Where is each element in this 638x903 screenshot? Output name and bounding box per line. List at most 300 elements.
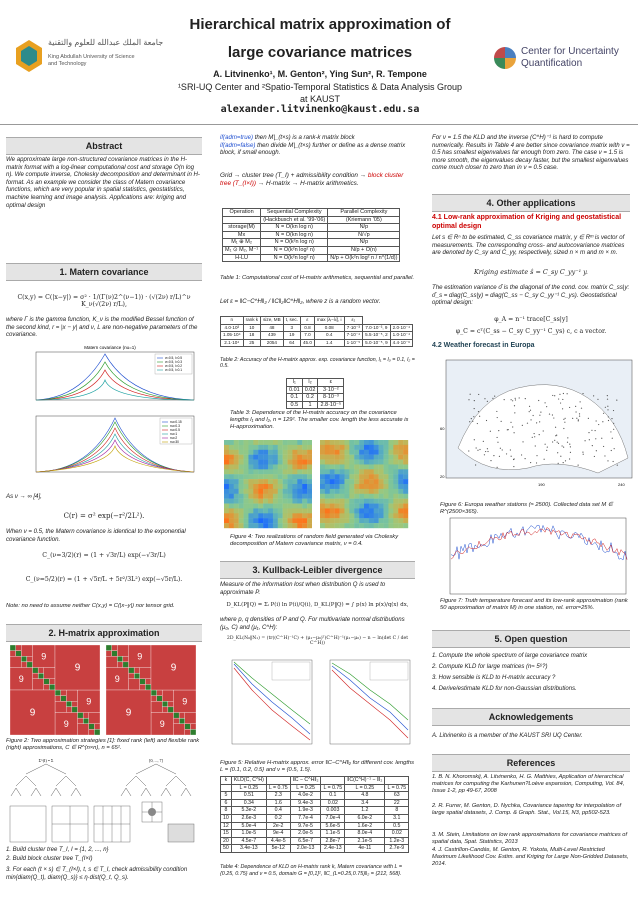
station-dot (569, 407, 570, 408)
field-cell (234, 494, 239, 499)
field-cell (369, 499, 374, 504)
table-cell: 0.5 (287, 401, 303, 409)
table-cell: 7.7e-4 (290, 814, 321, 822)
field-cell (244, 464, 249, 469)
station-dot (584, 440, 585, 441)
field-cell (239, 494, 244, 499)
station-dot (588, 432, 589, 433)
field-cell (320, 494, 325, 499)
station-dot (510, 422, 511, 423)
field-cell (278, 523, 283, 528)
matern-plot-1 (20, 340, 200, 410)
field-cell (263, 484, 268, 489)
header-divider (0, 124, 638, 125)
table-cell: L = 0.25 (345, 784, 385, 792)
field-cell (320, 464, 325, 469)
field-cell (302, 499, 307, 504)
field-cell (384, 523, 389, 528)
field-cell (364, 484, 369, 489)
field-cell (263, 518, 268, 523)
field-cell (244, 513, 249, 518)
station-dot (492, 398, 493, 399)
field-cell (239, 479, 244, 484)
field-cell (369, 455, 374, 460)
station-dot (616, 400, 617, 401)
field-cell (297, 518, 302, 523)
field-cell (253, 445, 258, 450)
field-cell (398, 484, 403, 489)
station-dot (614, 448, 615, 449)
field-cell (325, 445, 330, 450)
field-cell (307, 499, 312, 504)
field-cell (374, 440, 379, 445)
adm-true-text: then M|_(t×s) is a rank-k matrix block (253, 134, 355, 141)
field-cell (393, 499, 398, 504)
field-cell (224, 484, 229, 489)
field-cell (354, 513, 359, 518)
field-cell (302, 464, 307, 469)
field-cell (374, 450, 379, 455)
field-cell (229, 445, 234, 450)
table-cell: 9.4e-3 (290, 799, 321, 807)
field-cell (369, 460, 374, 465)
field-cell (393, 508, 398, 513)
table-cell: 2.6e-3 (231, 814, 266, 822)
field-cell (320, 499, 325, 504)
station-dot (546, 450, 547, 451)
table-cell: M₁ ⊙ M₂, M⁻¹ (223, 246, 261, 254)
poster-email[interactable]: alexander.litvinenko@kaust.edu.sa (220, 104, 420, 115)
field-cell (283, 494, 288, 499)
field-cell (253, 489, 258, 494)
field-cell (283, 484, 288, 489)
field-cell (393, 489, 398, 494)
low-rank-block (162, 690, 173, 701)
field-cell (374, 479, 379, 484)
field-cell (297, 474, 302, 479)
table-cell: 48 (261, 324, 284, 332)
field-cell (273, 523, 278, 528)
table-cell: 1.0e-5 (231, 830, 266, 838)
field-cell (379, 513, 384, 518)
field-cell (283, 479, 288, 484)
temperature-forecast-plot (446, 516, 630, 596)
field-cell (253, 513, 258, 518)
field-cell (229, 499, 234, 504)
field-cell (283, 513, 288, 518)
station-dot (617, 465, 618, 466)
dense-block (190, 729, 196, 735)
field-cell (263, 445, 268, 450)
station-dot (607, 460, 608, 461)
field-cell (307, 469, 312, 474)
field-cell (278, 489, 283, 494)
table-cell: 0.003 (321, 807, 345, 815)
station-dot (583, 454, 584, 455)
table-cell: 1.9e-3 (290, 807, 321, 815)
dense-block (129, 668, 135, 674)
field-cell (354, 464, 359, 469)
field-cell (374, 469, 379, 474)
field-cell (349, 518, 354, 523)
table-cell: 2.1e-5 (345, 837, 385, 845)
dense-block (72, 707, 78, 713)
table-cell: 2.1·10⁴ (221, 339, 244, 347)
field-cell (325, 523, 330, 528)
station-dot (605, 407, 606, 408)
field-cell (393, 460, 398, 465)
field-cell (388, 479, 393, 484)
station-dot (579, 416, 580, 417)
low-rank-block (151, 701, 162, 712)
station-dot (496, 411, 497, 412)
dense-block (38, 673, 44, 679)
field-cell (379, 518, 384, 523)
field-cell (330, 440, 335, 445)
station-dot (552, 395, 553, 396)
station-dot (589, 439, 590, 440)
field-cell (384, 508, 389, 513)
field-cell (349, 494, 354, 499)
table-cell: N/p (328, 239, 400, 247)
field-cell (369, 445, 374, 450)
field-cell (263, 508, 268, 513)
field-cell (307, 484, 312, 489)
field-cell (302, 460, 307, 465)
field-cell (340, 513, 345, 518)
station-dot (534, 436, 535, 437)
legend-label: σ=0.5, l=0.3 (165, 360, 183, 365)
kl-intro: Measure of the information lost when distribution Q is used to approximate P. (220, 581, 386, 596)
rank-label: 9 (182, 696, 188, 707)
field-cell (283, 455, 288, 460)
low-rank-block (106, 656, 117, 667)
low-rank-block (16, 645, 22, 651)
field-cell (278, 513, 283, 518)
table-cell: 4e-11 (345, 845, 385, 853)
table-cell: l₁ (287, 379, 303, 387)
field-cell (224, 489, 229, 494)
field-cell (302, 513, 307, 518)
field-cell (292, 460, 297, 465)
field-cell (244, 455, 249, 460)
low-rank-block (44, 668, 55, 679)
field-cell (364, 464, 369, 469)
field-cell (325, 489, 330, 494)
workflow-text (220, 172, 415, 188)
field-cell (239, 464, 244, 469)
field-cell (258, 484, 263, 489)
field-cell (344, 469, 349, 474)
field-cell (379, 445, 384, 450)
field-cell (273, 445, 278, 450)
station-dot (558, 443, 559, 444)
cluster-tree-figure (6, 756, 202, 800)
field-cell (258, 479, 263, 484)
table-row (221, 777, 409, 785)
field-cell (278, 464, 283, 469)
field-cell (354, 484, 359, 489)
field-cell (244, 469, 249, 474)
field-cell (307, 513, 312, 518)
field-cell (398, 508, 403, 513)
station-dot (610, 431, 611, 432)
matern-plot-2 (20, 412, 200, 482)
field-cell (253, 504, 258, 509)
table-cell: L = 0.25 (231, 784, 266, 792)
low-rank-block (21, 662, 27, 668)
field-cell (335, 479, 340, 484)
field-cell (248, 445, 253, 450)
field-cell (335, 508, 340, 513)
station-dot (552, 441, 553, 442)
field-cell (359, 523, 364, 528)
field-cell (374, 489, 379, 494)
field-cell (302, 450, 307, 455)
low-rank-block (78, 718, 84, 724)
table-cell: 1.2e-3 (385, 837, 409, 845)
field-cell (393, 513, 398, 518)
field-cell (273, 484, 278, 489)
field-cell (258, 455, 263, 460)
station-dot (570, 446, 571, 447)
field-cell (379, 474, 384, 479)
section-ack: Acknowledgements (432, 708, 630, 726)
field-cell (253, 494, 258, 499)
field-cell (379, 464, 384, 469)
field-cell (278, 469, 283, 474)
field-cell (234, 440, 239, 445)
station-dot (540, 412, 541, 413)
sri-uq-text-2: Quantification (521, 58, 583, 69)
matern-equation: C(x,y) = C(|x−y|) = σ² · 1/(Γ(ν)2^(ν−1)) · (√(2ν) r/L)^ν K_ν(√(2ν) r/L), (17, 294, 191, 308)
field-cell (292, 518, 297, 523)
field-cell (278, 508, 283, 513)
field-cell (292, 484, 297, 489)
hmatrix-step-3: 3. For each (t × s) ∈ T_(I×I), t, s ∈ T_I, check admissibility condition min{diam(Q_t), diam(Q_s)} ≤ η·dist(Q_t, Q_s). (6, 867, 188, 881)
field-cell (354, 489, 359, 494)
station-dot (582, 393, 583, 394)
field-cell (330, 494, 335, 499)
table-row (221, 837, 409, 845)
field-cell (374, 484, 379, 489)
table-cell: 9.7e-5 (290, 822, 321, 830)
field-cell (273, 440, 278, 445)
field-cell (248, 523, 253, 528)
field-cell (384, 499, 389, 504)
section-kl: 3. Kullback-Leibler divergence (220, 561, 415, 579)
station-dot (562, 399, 563, 400)
table-cell (321, 777, 345, 785)
field-cell (359, 450, 364, 455)
field-cell (253, 460, 258, 465)
section-refs: References (432, 754, 630, 772)
field-cell (278, 455, 283, 460)
field-cell (234, 504, 239, 509)
field-cell (234, 479, 239, 484)
field-cell (278, 504, 283, 509)
low-rank-block (185, 729, 191, 735)
field-cell (239, 484, 244, 489)
field-cell (248, 508, 253, 513)
field-cell (384, 445, 389, 450)
low-rank-block (10, 651, 16, 657)
field-cell (292, 489, 297, 494)
field-cell (344, 460, 349, 465)
field-cell (369, 508, 374, 513)
legend-label: nu=0.15 (170, 420, 182, 425)
field-cell (273, 499, 278, 504)
field-cell (283, 474, 288, 479)
reference-1: 1. B. N. Khoromskij, A. Litvinenko, H. G. Matthies, Application of hierarchical matrices for computing the Karhunen?Loève expansion, Computing, Vol. 84, Issue 1-2, pp 49-67, 2008 (432, 774, 625, 794)
station-dot (490, 460, 491, 461)
station-dot (497, 442, 498, 443)
field-cell (268, 489, 273, 494)
station-dot (607, 409, 608, 410)
field-cell (283, 440, 288, 445)
field-cell (330, 523, 335, 528)
field-cell (359, 518, 364, 523)
field-cell (288, 445, 293, 450)
dense-block (44, 679, 50, 685)
station-dot (485, 451, 486, 452)
field-cell (288, 489, 293, 494)
field-cell (379, 469, 384, 474)
table-cell: 8.0e-4 (345, 830, 385, 838)
field-cell (388, 484, 393, 489)
table-cell: 0.4 (314, 332, 344, 340)
map-ytick-60: 60 (440, 426, 445, 431)
dense-block (168, 707, 174, 713)
station-dot (595, 438, 596, 439)
table-row (221, 830, 409, 838)
field-cell (253, 508, 258, 513)
station-dot (536, 455, 537, 456)
field-cell (288, 499, 293, 504)
field-cell (234, 518, 239, 523)
logo-arabic-text: جامعة الملك عبدالله للعلوم والتقنية (48, 38, 164, 47)
field-cell (278, 518, 283, 523)
field-cell (239, 489, 244, 494)
field-cell (283, 489, 288, 494)
station-dot (557, 452, 558, 453)
field-cell (320, 460, 325, 465)
field-cell (364, 474, 369, 479)
field-cell (288, 450, 293, 455)
station-dot (564, 422, 565, 423)
station-dot (570, 452, 571, 453)
field-cell (364, 440, 369, 445)
field-cell (379, 460, 384, 465)
matern-text-2: When ν = 0.5, the Matern covariance is identical to the exponential covariance function. (6, 528, 186, 543)
field-cell (403, 464, 408, 469)
field-cell (253, 440, 258, 445)
field-cell (234, 474, 239, 479)
field-cell (273, 494, 278, 499)
table-cell: 1·10⁻⁵ (344, 339, 363, 347)
table-cell: 2.8·10⁻⁵ (318, 401, 344, 409)
field-cell (340, 499, 345, 504)
estimation-variance-text: The estimation variance σ̂ is the diagonal of the cond. cov. matrix C_ss|y: σ̂_s = diag(C_ss|y) = diag(C_ss − C_sy C_yy⁻¹ C_ys). Geostatistical optimal design: (432, 284, 630, 307)
field-cell (403, 523, 408, 528)
field-cell (335, 464, 340, 469)
dense-block (140, 679, 146, 685)
table-cell: 6 (221, 799, 232, 807)
dense-block (61, 696, 67, 702)
field-cell (229, 513, 234, 518)
field-cell (379, 523, 384, 528)
table-cell: 1.0·10⁻⁴ (390, 332, 412, 340)
field-cell (393, 469, 398, 474)
field-cell (229, 455, 234, 460)
station-dot (582, 452, 583, 453)
sri-uq-text-1: Center for Uncertainty (521, 46, 619, 57)
station-dot (593, 395, 594, 396)
field-cell (302, 504, 307, 509)
field-cell (340, 460, 345, 465)
field-cell (297, 469, 302, 474)
field-cell (258, 518, 263, 523)
field-cell (283, 445, 288, 450)
field-cell (403, 460, 408, 465)
table-cell: 4.0e-2 (290, 792, 321, 800)
reference-3: 3. M. Stein, Limitations on low rank approximations for covariance matrices of spatial data, Spat. Statistics, 2013 (432, 832, 628, 845)
field-cell (403, 445, 408, 450)
reference-2: 2. R. Furrer, M. Genton, D. Nychka, Covariance tapering for interpolation of large spatial datasets, J. Comp. & Graph. Stat., Vol.15, N3, pp502-523. (432, 803, 622, 816)
table-cell: 5 (221, 792, 232, 800)
map-xtick-240: 240 (618, 482, 625, 487)
station-dot (519, 397, 520, 398)
station-dot (539, 421, 540, 422)
table-cell: 2.0e-13 (290, 845, 321, 853)
field-cell (330, 489, 335, 494)
field-cell (320, 489, 325, 494)
field-cell (288, 504, 293, 509)
table-cell: 4.4·10⁻⁶ (390, 339, 412, 347)
field-cell (374, 464, 379, 469)
table-cell: 15 (221, 830, 232, 838)
field-cell (273, 504, 278, 509)
station-dot (612, 438, 613, 439)
station-dot (529, 406, 530, 407)
low-rank-block (162, 707, 168, 713)
field-cell (302, 508, 307, 513)
field-cell (292, 504, 297, 509)
field-cell (364, 450, 369, 455)
low-rank-block (89, 729, 95, 735)
table-cell: N/p (328, 224, 400, 232)
field-cell (359, 464, 364, 469)
table-row (221, 324, 413, 332)
station-dot (511, 456, 512, 457)
table-cell: 0.1 (287, 394, 303, 402)
field-cell (364, 455, 369, 460)
field-cell (349, 489, 354, 494)
field-cell (273, 518, 278, 523)
field-cell (320, 450, 325, 455)
field-cell (253, 450, 258, 455)
field-cell (340, 464, 345, 469)
field-cell (388, 464, 393, 469)
kl-equation-2: 2D_KL(N₀‖N₁) = (tr((C^H)⁻¹C) + (μ₁−μ₀)ᵀ(C^H)⁻¹(μ₁−μ₀) − n − ln(det C / det C^H)) (226, 636, 409, 646)
station-dot (543, 430, 544, 431)
field-cell (364, 499, 369, 504)
field-cell (349, 440, 354, 445)
low-rank-block (55, 696, 61, 702)
field-cell (307, 450, 312, 455)
table-4 (220, 776, 409, 853)
table-cell: 1.2 (345, 807, 385, 815)
